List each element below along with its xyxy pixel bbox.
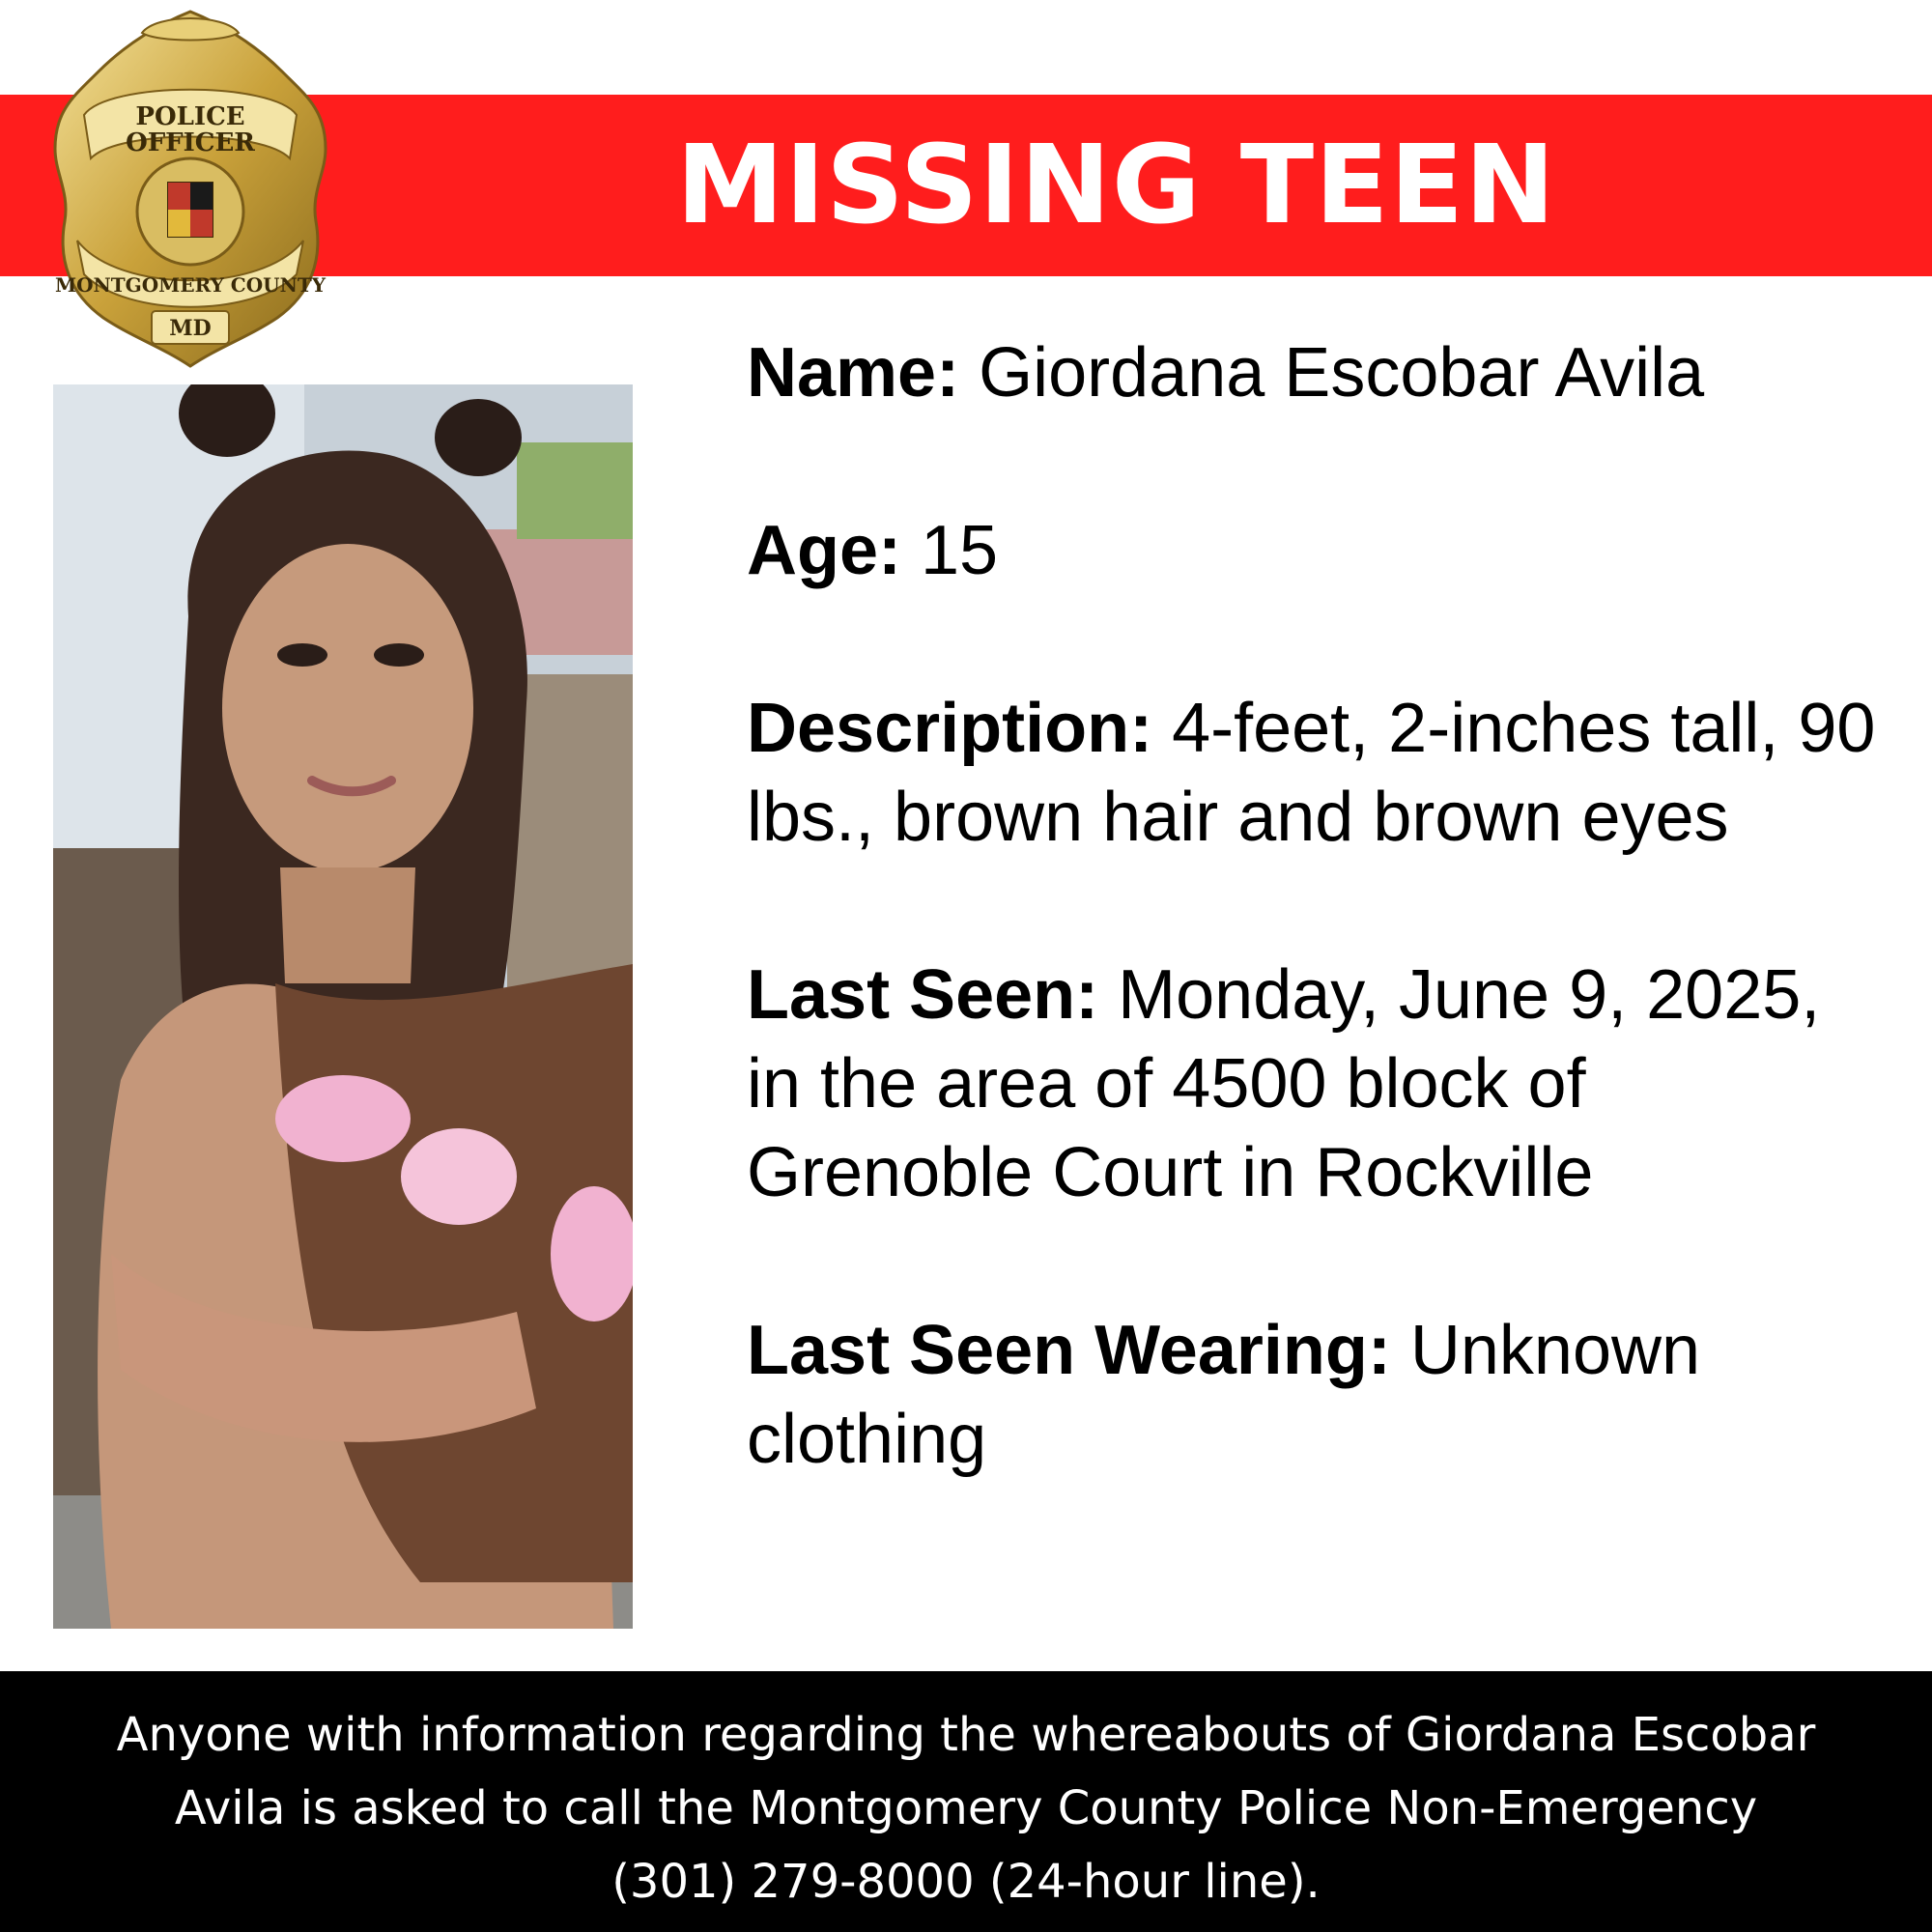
contact-info-text: Anyone with information regarding the whereabouts of Giordana Escobar Avila is asked to call the Montgomery County Police Non-Emergency (301) 279-8000 (24-hour line). xyxy=(116,1708,1816,1909)
last-seen-field xyxy=(747,951,1887,1217)
svg-text:POLICE: POLICE xyxy=(135,102,245,131)
name-label: Name: xyxy=(747,334,960,412)
last-seen-value: Monday, June 9, 2025, in the area of 4500 block of Grenoble Court in Rockville xyxy=(747,956,1821,1211)
contact-footer xyxy=(0,1671,1932,1932)
last-seen-wearing-value: Unknown clothing xyxy=(747,1312,1701,1478)
svg-text:OFFICER: OFFICER xyxy=(126,128,255,157)
missing-person-details xyxy=(747,328,1887,1573)
age-field xyxy=(747,506,1887,595)
last-seen-label: Last Seen: xyxy=(747,956,1099,1034)
last-seen-wearing-field xyxy=(747,1306,1887,1484)
missing-person-photo xyxy=(53,384,633,1629)
page-title: MISSING TEEN xyxy=(676,123,1556,248)
description-label: Description: xyxy=(747,690,1153,767)
description-field xyxy=(747,684,1887,862)
name-value: Giordana Escobar Avila xyxy=(979,334,1705,412)
name-field xyxy=(747,328,1887,417)
svg-text:MD: MD xyxy=(169,316,212,341)
last-seen-wearing-label: Last Seen Wearing: xyxy=(747,1312,1391,1389)
svg-text:MONTGOMERY COUNTY: MONTGOMERY COUNTY xyxy=(54,273,327,297)
age-value: 15 xyxy=(921,512,999,589)
age-label: Age: xyxy=(747,512,901,589)
description-value: 4-feet, 2-inches tall, 90 lbs., brown hair and brown eyes xyxy=(747,690,1876,856)
police-badge-logo xyxy=(50,4,330,369)
